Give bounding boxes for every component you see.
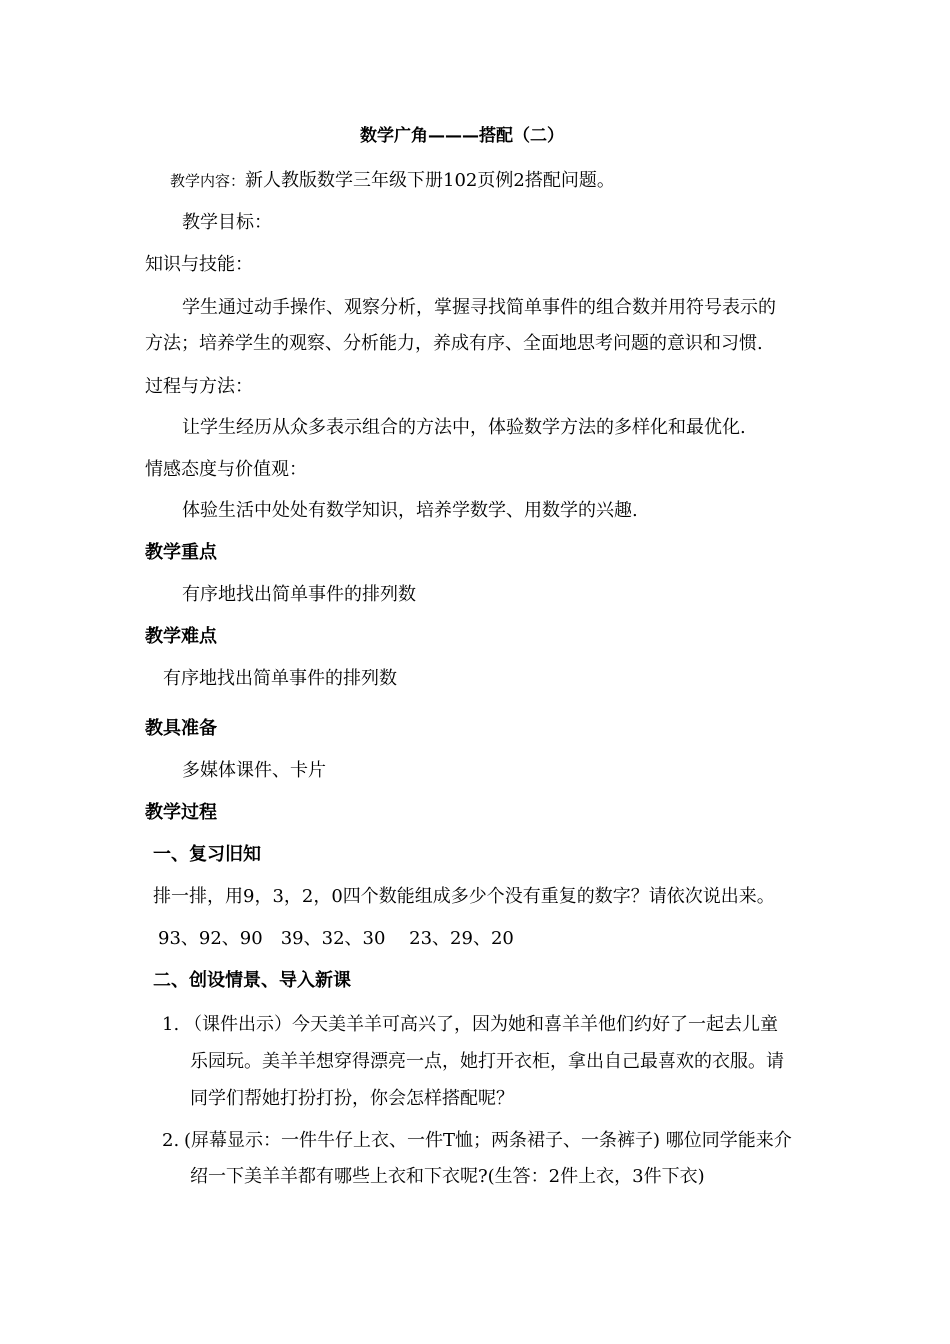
knowledge-text-line-2: 方法；培养学生的观察、分析能力，养成有序、全面地思考问题的意识和习惯. [145,333,763,354]
item2-line-2: 绍一下美羊羊都有哪些上衣和下衣呢?(生答：2件上衣，3件下衣) [190,1166,705,1187]
difficulty-heading: 教学难点 [145,626,217,647]
item1-line-3: 同学们帮她打扮打扮，你会怎样搭配呢？ [190,1088,514,1109]
tools-text: 多媒体课件、卡片 [182,760,326,781]
emotion-text: 体验生活中处处有数学知识，培养学数学、用数学的兴趣. [182,500,638,521]
item1-line-1: （课件出示）今天美羊羊可高兴了，因为她和喜羊羊他们约好了一起去儿童 [184,1014,778,1035]
process-text: 让学生经历从众多表示组合的方法中，体验数学方法的多样化和最优化. [182,417,746,438]
procedure-heading: 教学过程 [145,802,217,823]
item2-line-1: (屏幕显示：一件牛仔上衣、一件T恤；两条裙子、一条裤子) 哪位同学能来介 [184,1130,792,1151]
teaching-content [170,168,615,194]
knowledge-heading: 知识与技能： [145,254,253,275]
teaching-content-text: 新人教版数学三年级下册102页例2搭配问题。 [245,170,615,191]
process-heading: 过程与方法： [145,376,253,397]
item1-number: 1. [162,1014,180,1035]
tools-heading: 教具准备 [145,718,217,739]
section1-heading: 一、复习旧知 [153,844,261,865]
teaching-content-label: 教学内容： [170,172,246,190]
key-point-heading: 教学重点 [145,542,217,563]
section1-answers: 93、92、90 39、32、30 23、29、20 [158,928,514,949]
item2-number: 2. [162,1130,180,1151]
knowledge-text-line-1: 学生通过动手操作、观察分析，掌握寻找简单事件的组合数并用符号表示的 [182,297,776,318]
section1-question: 排一排，用9，3，2，0四个数能组成多少个没有重复的数字？请依次说出来。 [153,886,775,907]
emotion-heading: 情感态度与价值观： [145,459,307,480]
document-title: 数学广角———搭配（二） [360,126,564,146]
key-point-text: 有序地找出简单事件的排列数 [182,584,416,605]
section2-heading: 二、创设情景、导入新课 [153,970,351,991]
item1-line-2: 乐园玩。美羊羊想穿得漂亮一点，她打开衣柜，拿出自己最喜欢的衣服。请 [190,1051,784,1072]
difficulty-text: 有序地找出简单事件的排列数 [163,668,397,689]
goals-heading: 教学目标： [182,212,272,233]
